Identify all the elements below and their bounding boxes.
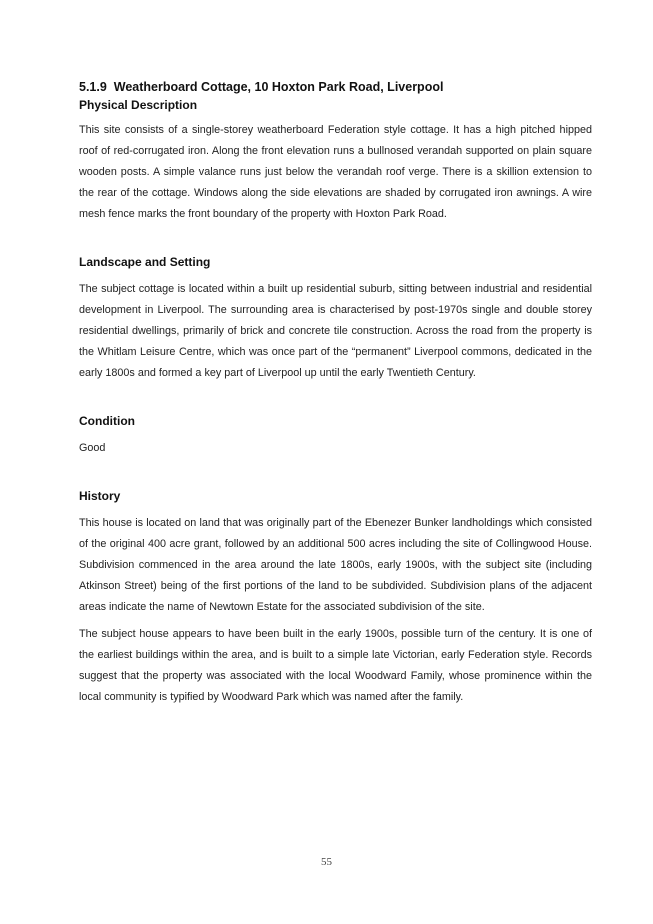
history-paragraph-1: This house is located on land that was originally part of the Ebenezer Bunker landholdings which consisted of the original 400 acre grant, followed by an additional 500 acres including the site of Collingwood House. Subdivision commenced in the area around the late 1800s, early 1900s, with the subject site (including Atkinson Street) being of the first portions of the land to be subdivided. Subdivision plans of the adjacent areas indicate the name of Newtown Estate for the associated subdivision of the site. [79, 517, 592, 613]
condition-text: Good [79, 442, 106, 454]
history-heading: History [79, 489, 121, 503]
physical-description-text: This site consists of a single-storey weatherboard Federation style cottage. It has a high pitched hipped roof of red-corrugated iron. Along the front elevation runs a bullnosed verandah supported on plain square wooden posts. A simple valance runs just below the verandah roof verge. There is a skillion extension to the rear of the cottage. Windows along the side elevations are shaded by corrugated iron awnings. A wire mesh fence marks the front boundary of the property with Hoxton Park Road. [79, 124, 592, 220]
document-page [79, 78, 592, 708]
page-number: 55 [321, 856, 332, 868]
physical-description-heading: Physical Description [79, 98, 198, 112]
landscape-heading: Landscape and Setting [79, 255, 211, 269]
landscape-text: The subject cottage is located within a built up residential suburb, sitting between industrial and residential development in Liverpool. The surrounding area is characterised by post-1970s single and double storey residential dwellings, primarily of brick and concrete tile construction. Across the road from the property is the Whitlam Leisure Centre, which was once part of the “permanent” Liverpool commons, dedicated in the early 1800s and formed a key part of Liverpool up until the early Twentieth Century. [79, 283, 592, 379]
section-title: 5.1.9 Weatherboard Cottage, 10 Hoxton Park Road, Liverpool [79, 80, 444, 94]
history-paragraph-2: The subject house appears to have been built in the early 1900s, possible turn of the century. It is one of the earliest buildings within the area, and is built to a simple late Victorian, early Federation style. Records suggest that the property was associated with the local Woodward Family, whose prominence within the local community is typified by Woodward Park which was named after the family. [79, 628, 592, 703]
condition-heading: Condition [79, 414, 135, 428]
